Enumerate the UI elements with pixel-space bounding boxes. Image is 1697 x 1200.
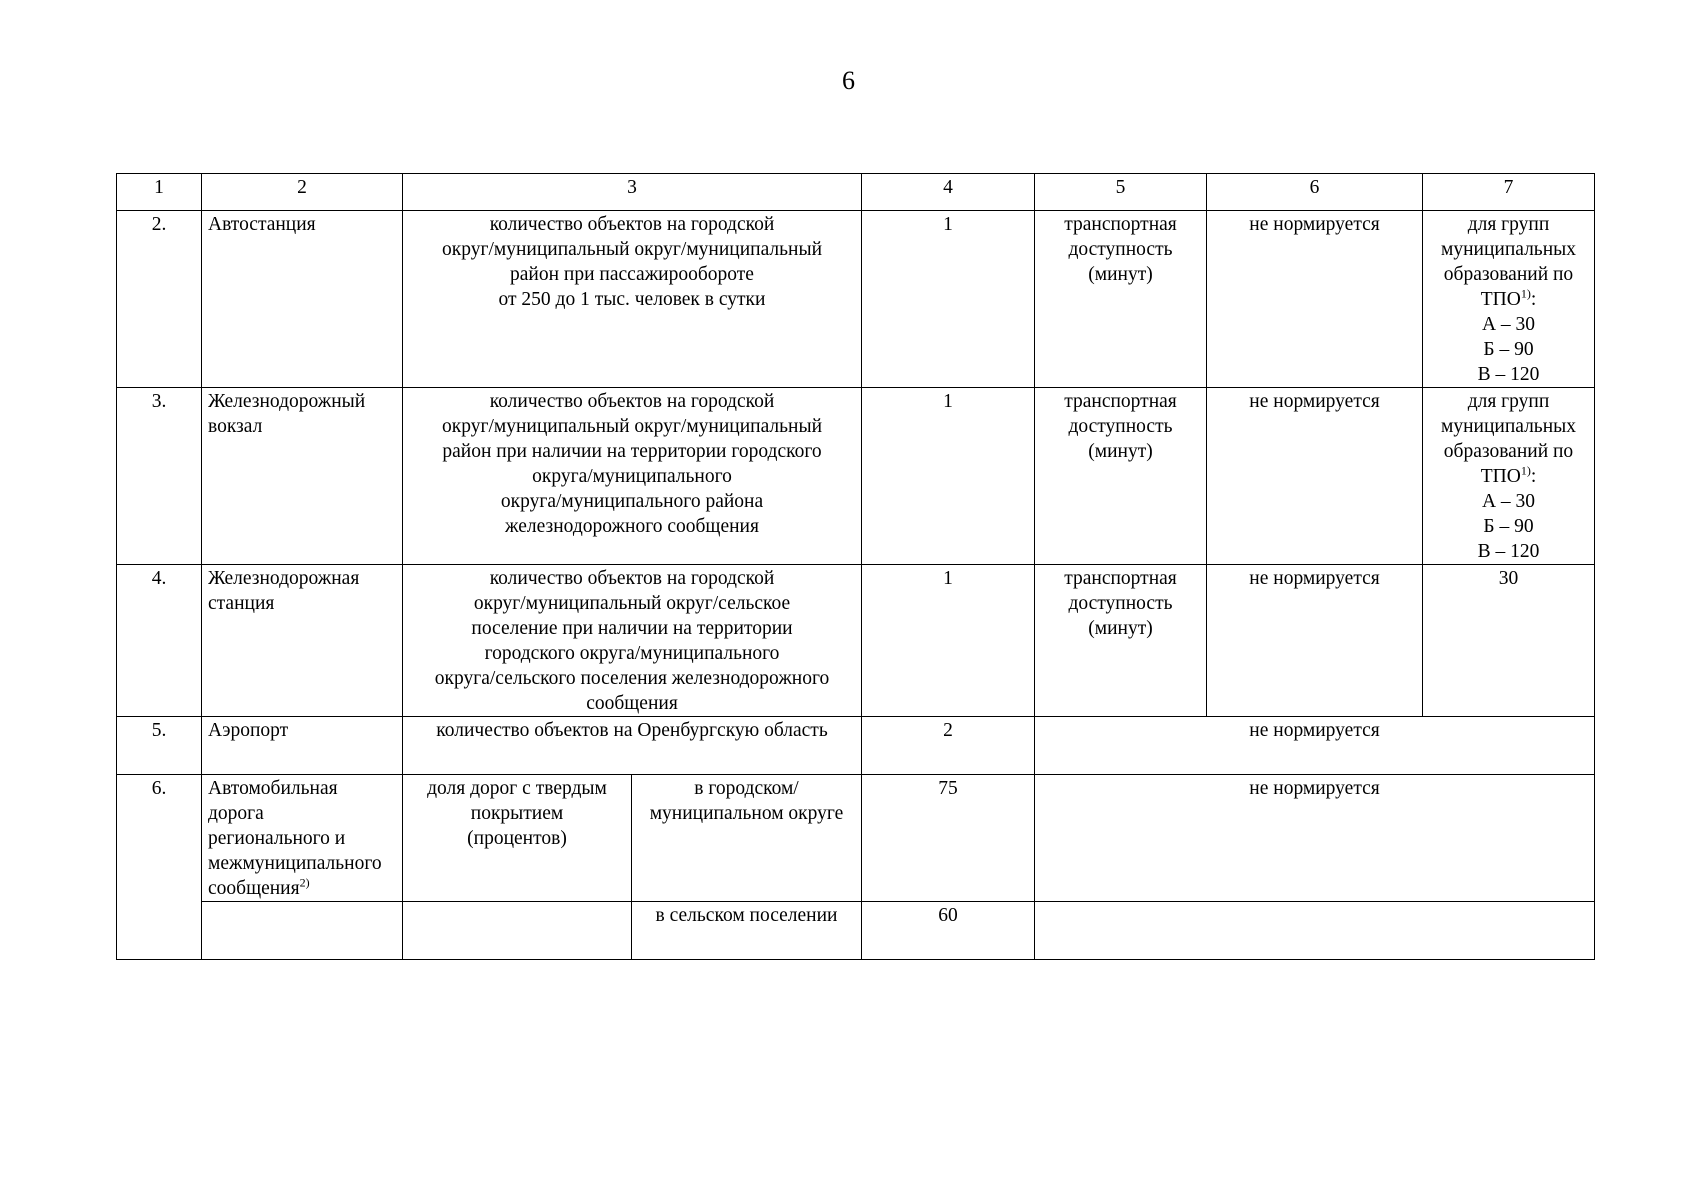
header-cell: 2 — [202, 174, 403, 211]
footnote-marker: 1) — [1520, 463, 1531, 478]
criterion-line: поселение при наличии на территории — [471, 618, 793, 639]
footnote-marker: 1) — [1520, 286, 1531, 301]
indicator-line: (минут) — [1088, 441, 1153, 462]
object-name — [202, 565, 403, 717]
indicator-line: (минут) — [1088, 264, 1153, 285]
value-cell: 60 — [862, 902, 1035, 960]
tpo-groups-cell — [1423, 388, 1595, 565]
tpo-line: образований по — [1443, 264, 1574, 285]
header-cell: 6 — [1207, 174, 1423, 211]
criterion-line: количество объектов на городской — [489, 391, 775, 412]
row-number: 5. — [117, 717, 202, 775]
object-name-line: межмуниципального — [208, 853, 382, 874]
header-cell: 1 — [117, 174, 202, 211]
criterion-line: округа/муниципального района — [500, 491, 764, 512]
criterion-line: сообщения — [586, 693, 678, 714]
table-header-row — [117, 174, 1595, 211]
value-cell: 1 — [862, 211, 1035, 388]
criterion-line: от 250 до 1 тыс. человек в сутки — [498, 289, 766, 310]
criterion-line: городского округа/муниципального — [484, 643, 780, 664]
tpo-groups-cell: 30 — [1423, 565, 1595, 717]
row-number: 4. — [117, 565, 202, 717]
empty-cell — [1035, 902, 1595, 960]
criterion-line: район при пассажирообороте — [510, 264, 754, 285]
object-name-line: вокзал — [208, 416, 263, 437]
criterion-line: округа/муниципального — [532, 466, 732, 487]
indicator-line: транспортная — [1064, 391, 1177, 412]
tpo-line: муниципальных — [1440, 239, 1576, 260]
norm-status-cell: не нормируется — [1207, 211, 1423, 388]
table-row — [117, 902, 1595, 960]
criterion-cell — [403, 565, 862, 717]
value-cell: 2 — [862, 717, 1035, 775]
header-cell: 5 — [1035, 174, 1207, 211]
value-cell: 1 — [862, 565, 1035, 717]
norm-status-cell: не нормируется — [1207, 565, 1423, 717]
indicator-line: транспортная — [1064, 568, 1177, 589]
object-name-last: сообщения — [208, 878, 300, 899]
table-row — [117, 565, 1595, 717]
criterion-line: количество объектов на городской — [489, 214, 775, 235]
criterion-cell — [403, 775, 632, 902]
indicator-cell — [1035, 211, 1207, 388]
indicator-line: доступность — [1068, 239, 1173, 260]
object-name — [202, 388, 403, 565]
criterion-cell: количество объектов на Оренбургскую область — [403, 717, 862, 775]
table-row — [117, 775, 1595, 902]
tpo-label: ТПО — [1480, 466, 1521, 487]
header-cell: 7 — [1423, 174, 1595, 211]
row-number: 6. — [117, 775, 202, 960]
page-number: 6 — [842, 66, 855, 95]
criterion-line: округ/муниципальный округ/сельское — [473, 593, 791, 614]
tpo-label-line — [1429, 464, 1588, 489]
criterion-line: округ/муниципальный округ/муниципальный — [441, 416, 823, 437]
criterion-line: количество объектов на городской — [489, 568, 775, 589]
empty-cell — [202, 902, 403, 960]
criterion-line: (процентов) — [467, 828, 567, 849]
criterion-line: доля дорог с твердым — [427, 778, 607, 799]
subcategory-cell — [632, 775, 862, 902]
object-name-line: Автомобильная — [208, 778, 338, 799]
criterion-line: покрытием — [470, 803, 564, 824]
tpo-label-line — [1429, 287, 1588, 312]
norm-status-cell: не нормируется — [1035, 775, 1595, 902]
criterion-cell — [403, 211, 862, 388]
norm-status-cell: не нормируется — [1207, 388, 1423, 565]
tpo-line: для групп — [1467, 214, 1550, 235]
object-name-line: Железнодорожный — [208, 391, 366, 412]
tpo-group-v: В – 120 — [1477, 364, 1540, 385]
tpo-line: для групп — [1467, 391, 1550, 412]
object-name-line: Железнодорожная — [208, 568, 360, 589]
indicator-line: транспортная — [1064, 214, 1177, 235]
indicator-cell — [1035, 565, 1207, 717]
object-name-line: дорога — [208, 803, 264, 824]
tpo-groups-cell — [1423, 211, 1595, 388]
norms-table — [116, 173, 1595, 960]
row-number: 2. — [117, 211, 202, 388]
object-name: Автостанция — [202, 211, 403, 388]
tpo-colon: : — [1530, 466, 1537, 487]
object-name-line: станция — [208, 593, 275, 614]
criterion-line: район при наличии на территории городского — [442, 441, 822, 462]
table-row — [117, 211, 1595, 388]
table-row — [117, 388, 1595, 565]
row-number: 3. — [117, 388, 202, 565]
criterion-line: округа/сельского поселения железнодорожного — [434, 668, 830, 689]
tpo-group-v: В – 120 — [1477, 541, 1540, 562]
table-row — [117, 717, 1595, 775]
tpo-group-a: А – 30 — [1481, 314, 1536, 335]
object-name-line: регионального и — [208, 828, 346, 849]
indicator-cell — [1035, 388, 1207, 565]
criterion-cell — [403, 388, 862, 565]
tpo-group-b: Б – 90 — [1483, 516, 1534, 537]
value-cell: 1 — [862, 388, 1035, 565]
norm-status-cell: не нормируется — [1035, 717, 1595, 775]
subcategory-cell: в сельском поселении — [632, 902, 862, 960]
footnote-marker: 2) — [299, 875, 310, 890]
tpo-line: муниципальных — [1440, 416, 1576, 437]
tpo-group-a: А – 30 — [1481, 491, 1536, 512]
subcategory-line: в городском/ — [694, 778, 799, 799]
indicator-line: доступность — [1068, 593, 1173, 614]
tpo-label: ТПО — [1480, 289, 1521, 310]
tpo-line: образований по — [1443, 441, 1574, 462]
indicator-line: доступность — [1068, 416, 1173, 437]
tpo-group-b: Б – 90 — [1483, 339, 1534, 360]
header-cell: 4 — [862, 174, 1035, 211]
header-cell: 3 — [403, 174, 862, 211]
empty-cell — [403, 902, 632, 960]
object-name: Аэропорт — [202, 717, 403, 775]
tpo-colon: : — [1530, 289, 1537, 310]
criterion-line: округ/муниципальный округ/муниципальный — [441, 239, 823, 260]
object-name — [202, 775, 403, 902]
subcategory-line: муниципальном округе — [649, 803, 844, 824]
criterion-line: железнодорожного сообщения — [505, 516, 759, 537]
object-name-line — [208, 876, 402, 901]
value-cell: 75 — [862, 775, 1035, 902]
indicator-line: (минут) — [1088, 618, 1153, 639]
